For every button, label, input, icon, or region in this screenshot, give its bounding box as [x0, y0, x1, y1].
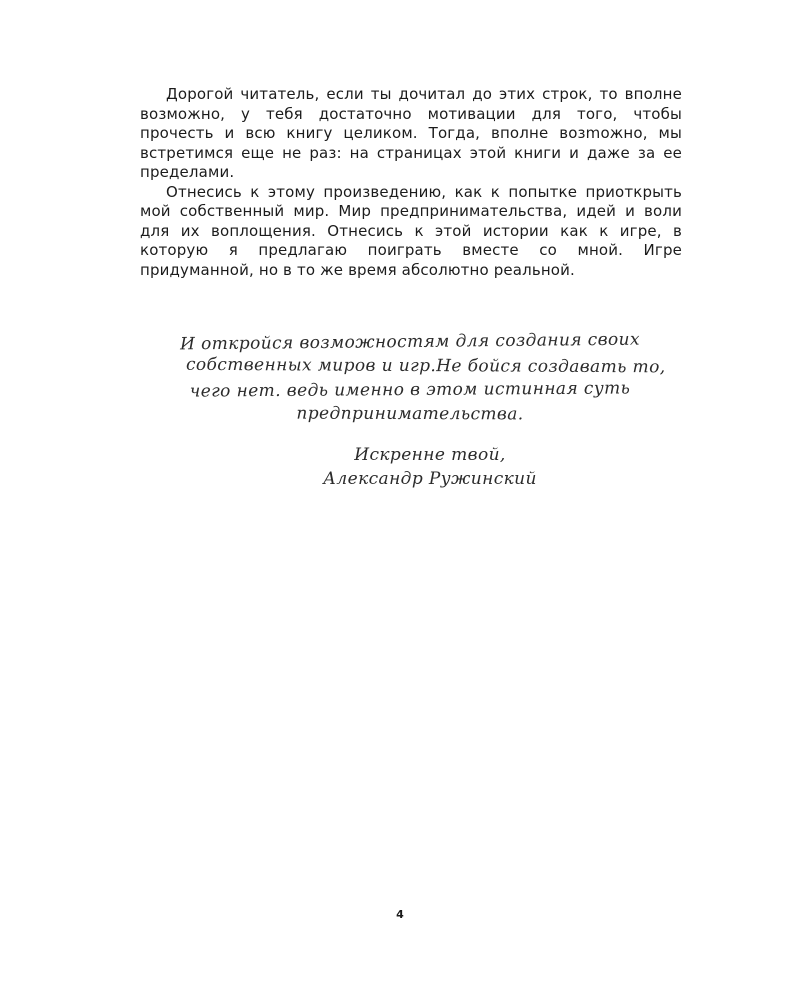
- page-number: 4: [396, 908, 404, 921]
- signature-closing: Искренне твой,: [354, 445, 506, 465]
- signature-block: [300, 443, 560, 491]
- handwritten-line: И откройся возможностям для создания своих: [179, 329, 641, 355]
- paragraph-2: Отнесись к этому произведению, как к попытке приоткрыть мой собственный мир. Мир предпринимательства, идей и воли для их воплощения. Отнесись к этой истории как к игре, в которую я предлагаю поиграть вместе со мной. Игре придуманной, но в то же время абсолютно реальной.: [140, 182, 682, 279]
- paragraph-1: Дорогой читатель, если ты дочитал до этих строк, то вполне возможно, у тебя достаточно мотивации для того, чтобы прочесть и всю книгу целиком. Тогда, вполне возmожно, мы встретимся еще не раз: на страницах этой книги и даже за ее пределами.: [140, 85, 682, 181]
- handwritten-note: [179, 329, 666, 426]
- handwritten-line: собственных миров и игр.Не бойся создавать то,: [185, 354, 666, 378]
- body-text: [140, 85, 682, 280]
- handwritten-line: чего нет. ведь именно в этом истинная суть: [189, 378, 631, 402]
- handwritten-line: предпринимательства.: [296, 403, 524, 425]
- signature-author: Александр Ружинский: [323, 469, 537, 489]
